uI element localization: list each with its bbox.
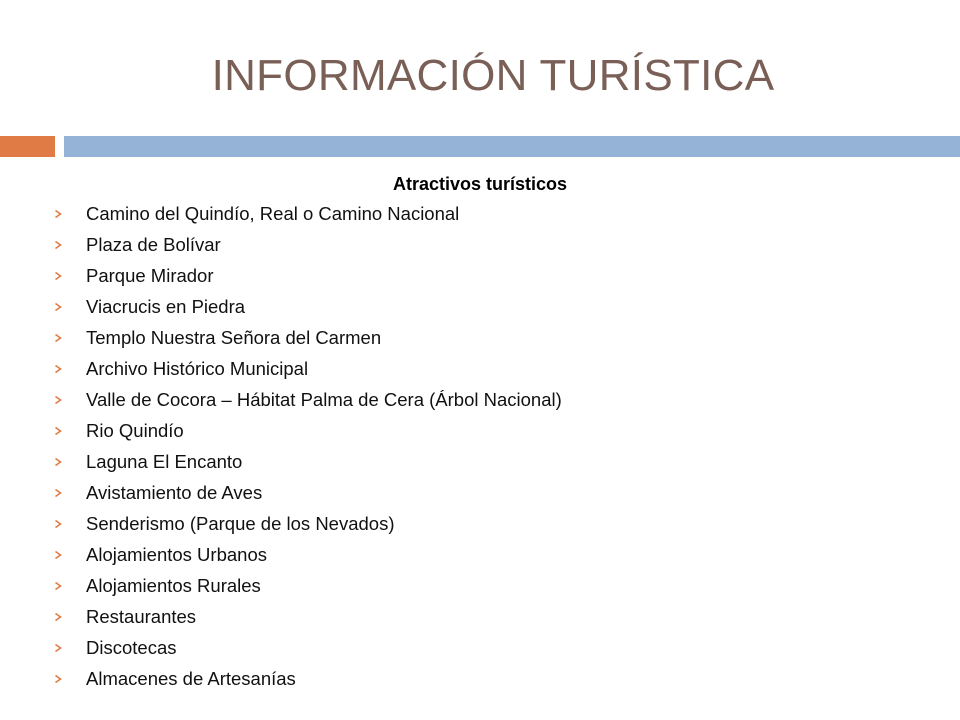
chevron-right-icon <box>52 601 64 632</box>
list-item-label: Templo Nuestra Señora del Carmen <box>86 327 382 348</box>
list-item-label: Restaurantes <box>86 606 197 627</box>
list-item <box>52 384 932 415</box>
list-item-label: Valle de Cocora – Hábitat Palma de Cera (Árbol Nacional) <box>86 389 562 410</box>
chevron-right-icon <box>52 446 64 477</box>
list-item <box>52 229 932 260</box>
list-item <box>52 446 932 477</box>
chevron-right-icon <box>52 539 64 570</box>
list-item <box>52 632 932 663</box>
accent-band <box>0 136 55 157</box>
chevron-right-icon <box>52 415 64 446</box>
list-item-label: Discotecas <box>86 637 177 658</box>
list-item <box>52 508 932 539</box>
list-item <box>52 415 932 446</box>
chevron-right-icon <box>52 508 64 539</box>
list-item <box>52 539 932 570</box>
list-item-label: Almacenes de Artesanías <box>86 668 296 689</box>
chevron-right-icon <box>52 260 64 291</box>
list-item <box>52 477 932 508</box>
slide-title: INFORMACIÓN TURÍSTICA <box>211 51 775 100</box>
list-item <box>52 570 932 601</box>
list-item-label: Alojamientos Rurales <box>86 575 261 596</box>
list-item <box>52 601 932 632</box>
list-item <box>52 198 932 229</box>
list-item-label: Rio Quindío <box>86 420 184 441</box>
chevron-right-icon <box>52 632 64 663</box>
section-subtitle: Atractivos turísticos <box>392 174 568 194</box>
chevron-right-icon <box>52 477 64 508</box>
list-item-label: Parque Mirador <box>86 265 214 286</box>
list-item-label: Plaza de Bolívar <box>86 234 221 255</box>
list-item-label: Camino del Quindío, Real o Camino Nacional <box>86 203 460 224</box>
chevron-right-icon <box>52 353 64 384</box>
list-item-label: Avistamiento de Aves <box>86 482 263 503</box>
list-item <box>52 291 932 322</box>
chevron-right-icon <box>52 229 64 260</box>
chevron-right-icon <box>52 384 64 415</box>
title-divider-band <box>64 136 960 157</box>
chevron-right-icon <box>52 291 64 322</box>
list-item <box>52 663 932 694</box>
list-item-label: Archivo Histórico Municipal <box>86 358 309 379</box>
list-item-label: Laguna El Encanto <box>86 451 243 472</box>
chevron-right-icon <box>52 570 64 601</box>
list-item-label: Viacrucis en Piedra <box>86 296 246 317</box>
list-item-label: Senderismo (Parque de los Nevados) <box>86 513 395 534</box>
attractions-list <box>52 198 932 694</box>
list-item <box>52 260 932 291</box>
list-item <box>52 322 932 353</box>
list-item-label: Alojamientos Urbanos <box>86 544 267 565</box>
chevron-right-icon <box>52 322 64 353</box>
chevron-right-icon <box>52 198 64 229</box>
list-item <box>52 353 932 384</box>
chevron-right-icon <box>52 663 64 694</box>
